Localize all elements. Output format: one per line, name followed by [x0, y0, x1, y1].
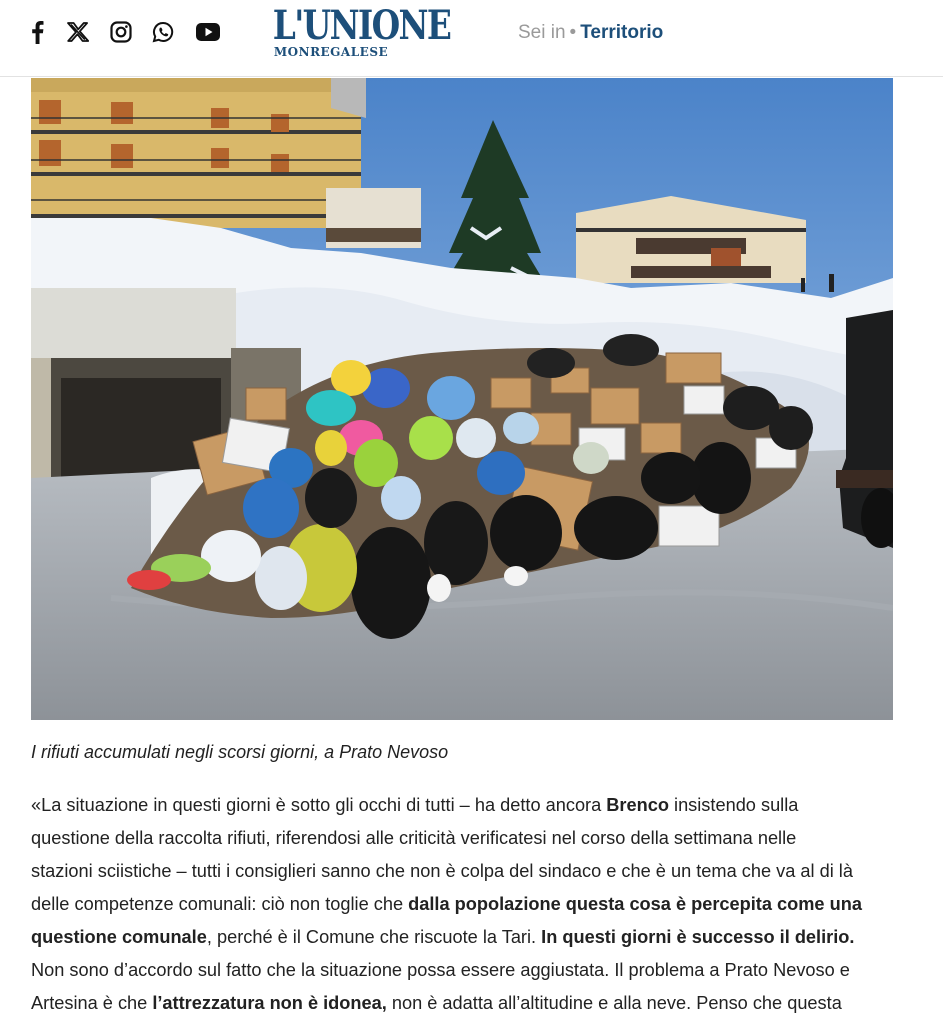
facebook-icon[interactable]	[29, 17, 45, 47]
whatsapp-icon[interactable]	[152, 17, 174, 47]
breadcrumb-prefix: Sei in	[518, 22, 566, 43]
breadcrumb-section-link[interactable]: Territorio	[580, 22, 664, 43]
bold-run: Brenco	[606, 795, 669, 815]
article-paragraph	[31, 789, 916, 1020]
logo-main-text: L'UNIONE	[272, 2, 451, 49]
article-line-4	[31, 888, 916, 921]
logo-sub-text: MONREGALESE	[273, 45, 389, 59]
text-run: non è adatta all’altitudine e alla neve. Penso che questa	[386, 993, 842, 1013]
article-line-6: Non sono d’accordo sul fatto che la situazione possa essere aggiustata. Il problema a Prato Nevoso e	[31, 960, 850, 980]
instagram-icon[interactable]	[110, 17, 132, 47]
text-run: delle competenze comunali: ciò non toglie che	[31, 894, 409, 914]
article-photo[interactable]	[31, 78, 893, 720]
bold-run: dalla popolazione questa cosa è percepita come una	[408, 894, 862, 914]
article-line-1	[31, 789, 916, 822]
text-run: insistendo sulla	[668, 795, 799, 815]
article-line-2: questione della raccolta rifiuti, riferendosi alle criticità verificatesi nel corso della settimana nelle	[31, 828, 797, 848]
site-header	[0, 0, 943, 77]
breadcrumb-separator: •	[569, 22, 577, 43]
bold-run: l’attrezzatura non è idonea,	[152, 993, 387, 1013]
article-line-3: stazioni sciistiche – tutti i consiglieri sanno che non è colpa del sindaco e che è un tema che va al di là	[31, 861, 853, 881]
site-logo[interactable]	[260, 2, 451, 59]
breadcrumb	[518, 22, 663, 44]
photo-caption: I rifiuti accumulati negli scorsi giorni, a Prato Nevoso	[31, 742, 449, 762]
text-run: , perché è il Comune che riscuote la Tari.	[206, 927, 542, 947]
text-run: Artesina è che	[31, 993, 153, 1013]
text-run: «La situazione in questi giorni è sotto gli occhi di tutti – ha detto ancora	[31, 795, 607, 815]
article-line-7	[31, 987, 916, 1020]
bold-run: questione comunale	[31, 927, 207, 947]
x-icon[interactable]	[67, 17, 89, 47]
article-body	[31, 789, 916, 1020]
bold-run: In questi giorni è successo il delirio.	[541, 927, 855, 947]
youtube-icon[interactable]	[196, 17, 220, 47]
article-line-5	[31, 921, 916, 954]
